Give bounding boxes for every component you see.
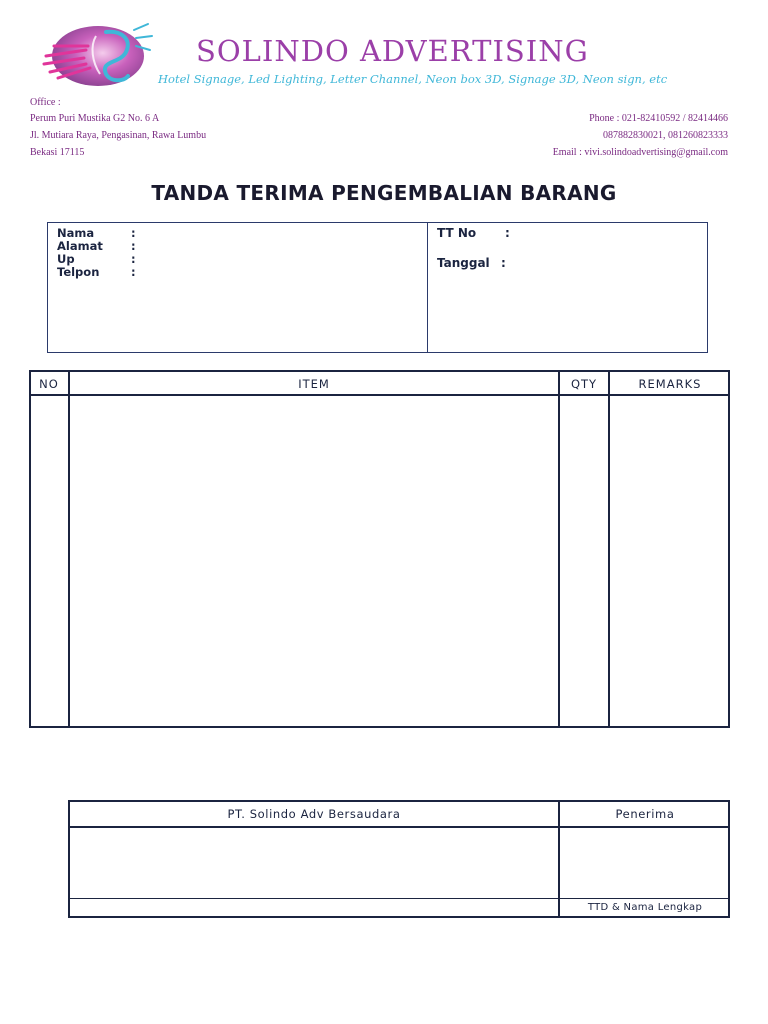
signature-right-header: Penerima bbox=[615, 807, 675, 821]
field-sep-up: : bbox=[131, 252, 136, 266]
items-table-col-line-3 bbox=[608, 370, 610, 728]
customer-info-box bbox=[47, 222, 708, 353]
field-label-tt-no: TT No bbox=[437, 226, 477, 240]
items-table-header-line bbox=[29, 394, 730, 396]
info-box-divider bbox=[427, 222, 428, 353]
logo-graphic bbox=[36, 16, 156, 96]
phone-line-2: 087882830021, 081260823333 bbox=[603, 130, 728, 141]
email-line: Email : vivi.solindoadvertising@gmail.com bbox=[552, 147, 728, 158]
company-logo bbox=[36, 16, 156, 96]
signature-left-header: PT. Solindo Adv Bersaudara bbox=[227, 807, 401, 821]
address-line-3: Bekasi 17115 bbox=[30, 147, 85, 158]
field-sep-tt-no: : bbox=[505, 226, 510, 240]
address-line-2: Jl. Mutiara Raya, Pengasinan, Rawa Lumbu bbox=[30, 130, 207, 141]
field-label-up: Up bbox=[57, 252, 75, 266]
address-line-1: Perum Puri Mustika G2 No. 6 A bbox=[30, 113, 160, 124]
document-title: TANDA TERIMA PENGEMBALIAN BARANG bbox=[151, 181, 617, 205]
field-sep-tanggal: : bbox=[501, 256, 506, 270]
column-header-remarks: REMARKS bbox=[638, 377, 702, 391]
signature-right-footer: TTD & Nama Lengkap bbox=[587, 902, 703, 913]
field-label-alamat: Alamat bbox=[57, 239, 103, 253]
field-sep-alamat: : bbox=[131, 239, 136, 253]
company-name: SOLINDO ADVERTISING bbox=[196, 34, 589, 68]
signature-footer-line bbox=[68, 898, 730, 899]
column-header-no: NO bbox=[39, 377, 59, 391]
signature-header-line bbox=[68, 826, 730, 828]
field-label-telpon: Telpon bbox=[57, 265, 100, 279]
office-label: Office : bbox=[30, 97, 61, 108]
column-header-item: ITEM bbox=[298, 377, 330, 391]
field-label-nama: Nama bbox=[57, 226, 95, 240]
company-tagline: Hotel Signage, Led Lighting, Letter Channel, Neon box 3D, Signage 3D, Neon sign, etc bbox=[158, 72, 668, 86]
items-table bbox=[29, 370, 730, 728]
items-table-col-line-2 bbox=[558, 370, 560, 728]
field-sep-nama: : bbox=[131, 226, 136, 240]
phone-line-1: Phone : 021-82410592 / 82414466 bbox=[589, 113, 728, 124]
field-sep-telpon: : bbox=[131, 265, 136, 279]
column-header-qty: QTY bbox=[570, 377, 598, 391]
field-label-tanggal: Tanggal bbox=[437, 256, 490, 270]
items-table-col-line-1 bbox=[68, 370, 70, 728]
